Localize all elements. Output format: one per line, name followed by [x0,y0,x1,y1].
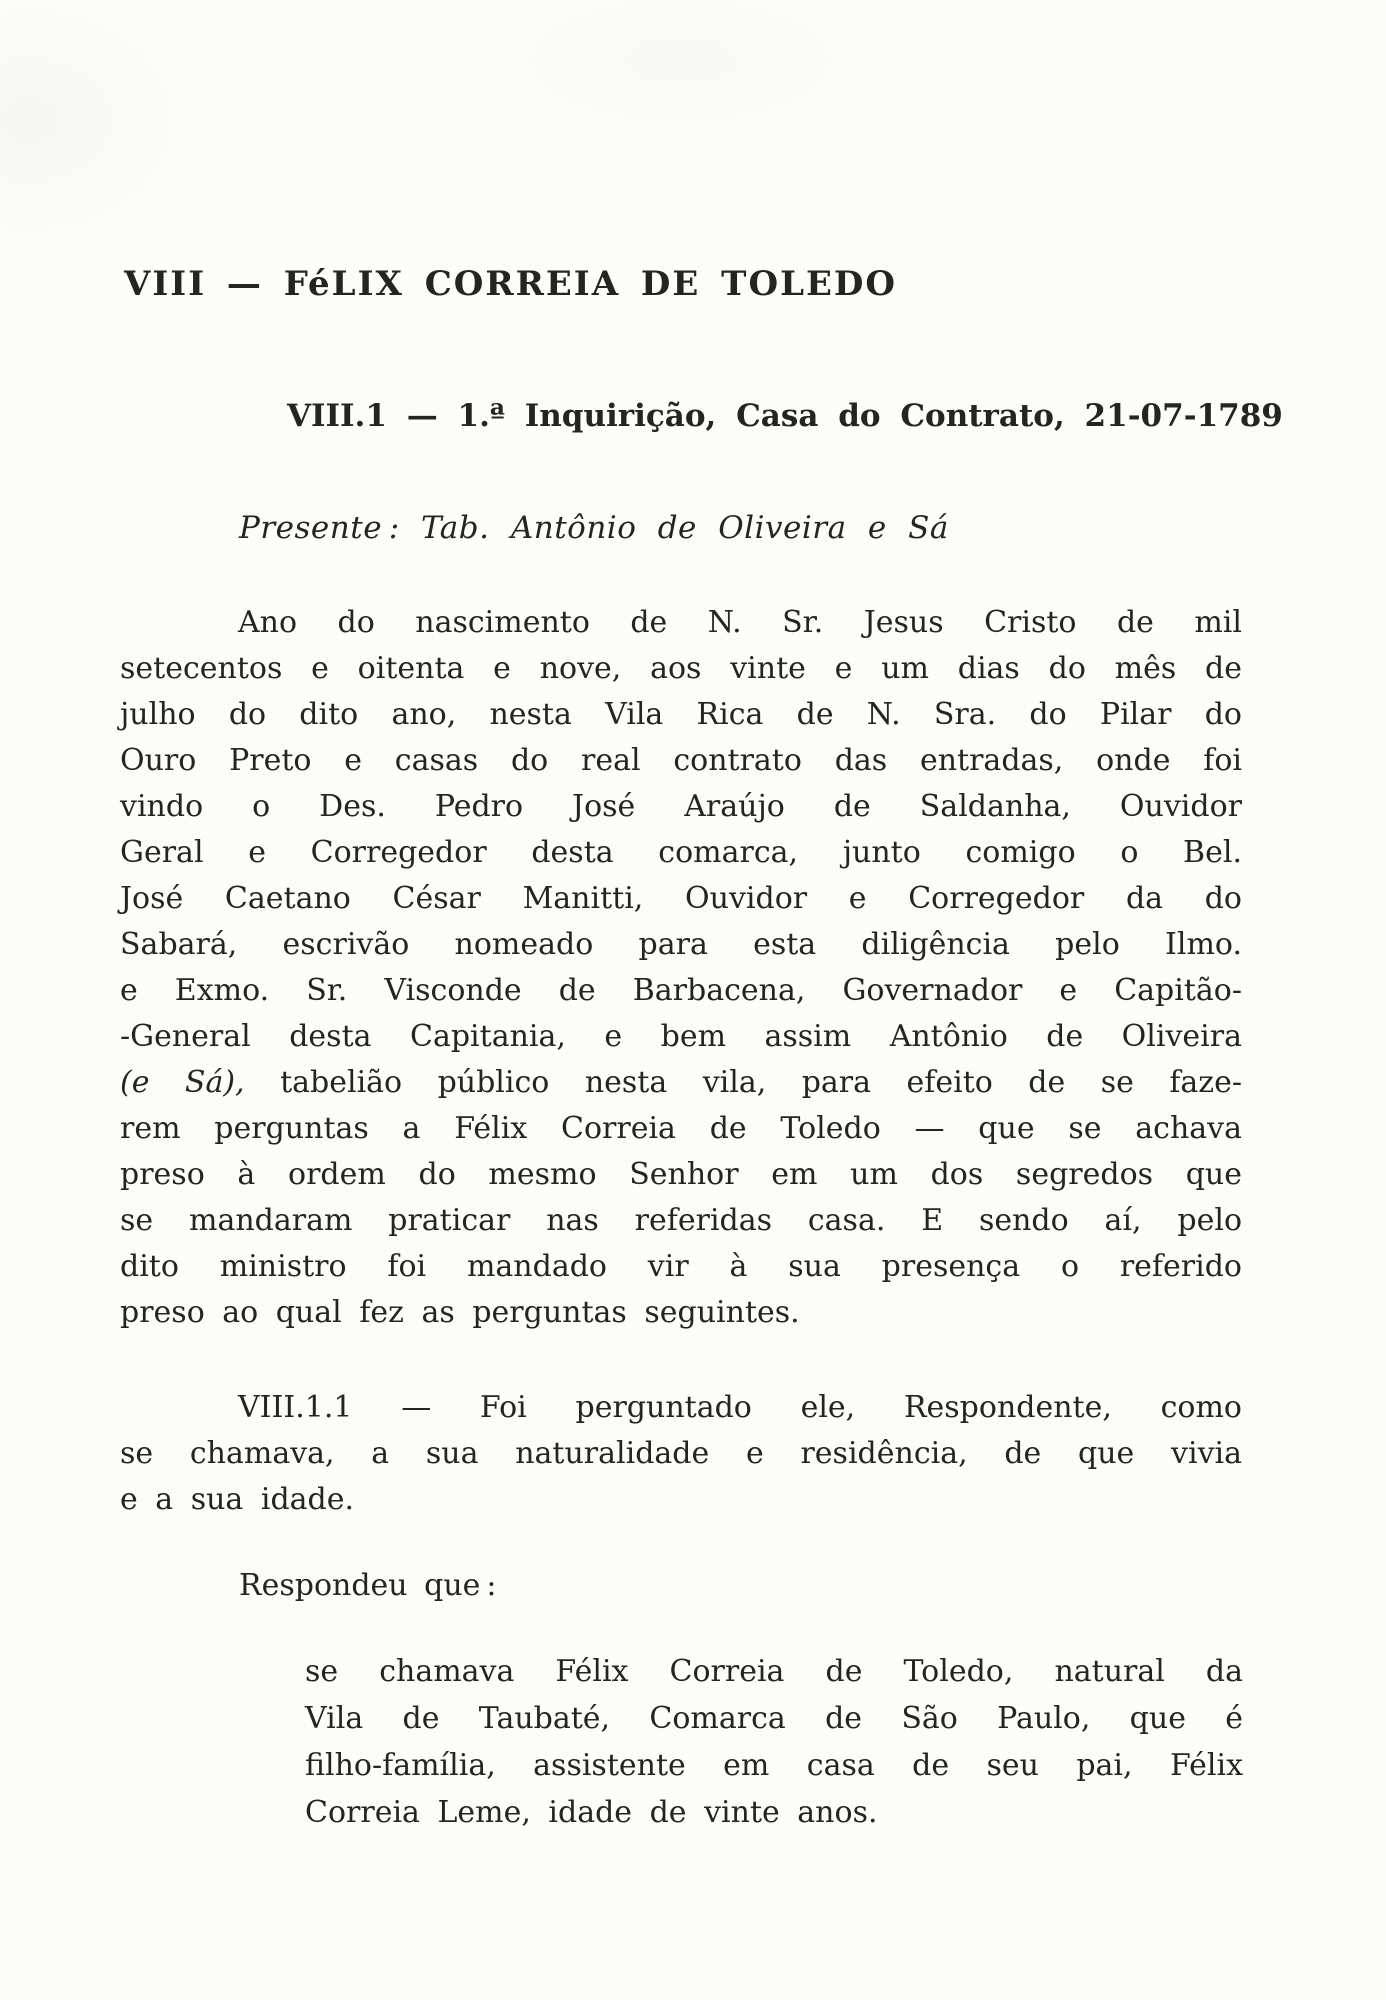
text-line: e Exmo. Sr. Visconde de Barbacena, Governador e Capitão- [120,973,1242,1008]
text-line: e a sua idade. [120,1482,355,1517]
text-line: filho-família, assistente em casa de seu pai, Félix [305,1748,1243,1783]
text-line: vindo o Des. Pedro José Araújo de Saldanha, Ouvidor [120,789,1242,824]
chapter-title: VIII — FéLIX CORREIA DE TOLEDO [124,264,898,304]
presente-line: Presente : Tab. Antônio de Oliveira e Sá [239,510,949,546]
text-line: Ouro Preto e casas do real contrato das entradas, onde foi [120,743,1242,778]
text-line: setecentos e oitenta e nove, aos vinte e um dias do mês de [120,651,1242,686]
text-line: Vila de Taubaté, Comarca de São Paulo, que é [305,1701,1243,1736]
text-line: se mandaram praticar nas referidas casa. E sendo aí, pelo [120,1203,1242,1238]
text-line: rem perguntas a Félix Correia de Toledo — que se achava [120,1111,1242,1146]
respondeu-label: Respondeu que : [239,1568,497,1603]
text-line: se chamava, a sua naturalidade e residência, de que vivia [120,1436,1242,1471]
text-line: VIII.1.1 — Foi perguntado ele, Respondente, como [238,1390,1242,1425]
text-line: Ano do nascimento de N. Sr. Jesus Cristo de mil [238,605,1242,640]
text-line [120,1060,1242,1106]
paragraph-response [305,1648,1243,1836]
text-line: se chamava Félix Correia de Toledo, natural da [305,1654,1243,1689]
text-line: Geral e Corregedor desta comarca, junto comigo o Bel. [120,835,1242,870]
text-line: Sabará, escrivão nomeado para esta diligência pelo Ilmo. [120,927,1242,962]
italic-phrase: (e Sá), [120,1065,245,1100]
paragraph-question [120,1385,1242,1523]
text-line: José Caetano César Manitti, Ouvidor e Corregedor da do [120,881,1242,916]
text-line: preso ao qual fez as perguntas seguintes. [120,1295,800,1330]
text-line: Correia Leme, idade de vinte anos. [305,1795,878,1830]
text-line: preso à ordem do mesmo Senhor em um dos segredos que [120,1157,1242,1192]
text-line: julho do dito ano, nesta Vila Rica de N. Sra. do Pilar do [120,697,1242,732]
section-heading: VIII.1 — 1.ª Inquirição, Casa do Contrato, 21-07-1789 [287,398,1283,434]
line-rest: tabelião público nesta vila, para efeito de se faze- [280,1065,1243,1100]
text-line: dito ministro foi mandado vir à sua presença o referido [120,1249,1242,1284]
paragraph-opening [120,600,1242,1336]
text-line: -General desta Capitania, e bem assim Antônio de Oliveira [120,1019,1242,1054]
